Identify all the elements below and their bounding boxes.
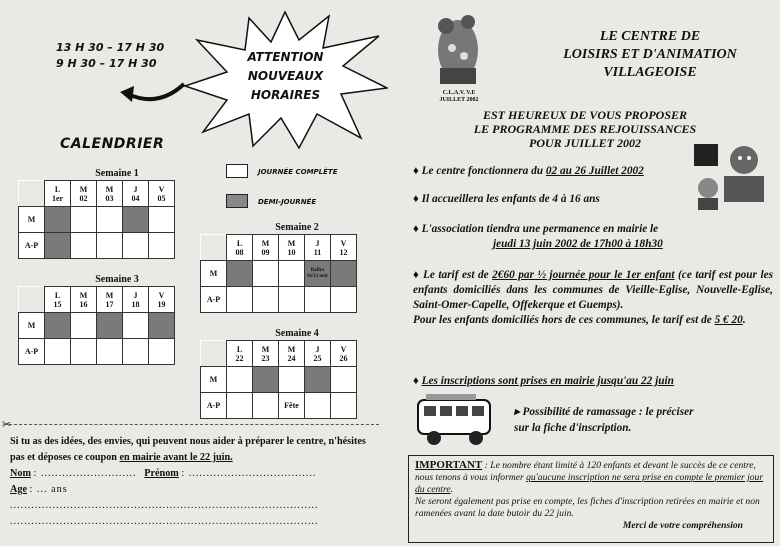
info-price-outside-value: 5 € 20 bbox=[714, 314, 743, 326]
day-header bbox=[123, 287, 149, 313]
row-label-afternoon: A-P bbox=[201, 393, 227, 419]
age-field[interactable]: : ... ans bbox=[29, 484, 68, 495]
important-text-a: : Le nombre étant limité à 120 enfants et devant le succès de ce centre, nous tenons à vous informer bbox=[415, 460, 756, 483]
day-header bbox=[253, 235, 279, 261]
info-registration-text: Les inscriptions sont prises en mairie jusqu'au 22 juin bbox=[421, 375, 674, 387]
day-number: 12 bbox=[339, 247, 348, 257]
bus-icon bbox=[414, 392, 498, 448]
week-4-table bbox=[200, 340, 357, 419]
title-line-2: LOISIRS ET D'ANIMATION bbox=[563, 47, 737, 62]
intro-line-1: EST HEUREUX DE VOUS PROPOSER bbox=[482, 108, 688, 122]
afternoon-slot bbox=[253, 287, 279, 313]
age-label: Age bbox=[10, 484, 27, 495]
afternoon-slot bbox=[227, 393, 253, 419]
logo-caption bbox=[424, 90, 494, 104]
attention-line-2: NOUVEAUX bbox=[247, 69, 324, 83]
day-number: 24 bbox=[287, 353, 296, 363]
morning-slot bbox=[331, 367, 357, 393]
table-corner bbox=[201, 341, 227, 367]
row-label-morning: M bbox=[19, 207, 45, 233]
logo-caption-org: C.L.A.V. V.E bbox=[442, 90, 476, 96]
afternoon-slot bbox=[123, 233, 149, 259]
day-letter: M bbox=[287, 238, 296, 248]
table-corner bbox=[201, 235, 227, 261]
row-label-afternoon: A-P bbox=[19, 339, 45, 365]
day-header bbox=[279, 235, 305, 261]
day-letter: L bbox=[236, 344, 243, 354]
day-number: 03 bbox=[105, 193, 114, 203]
coupon-age-line bbox=[10, 482, 380, 498]
day-number: 25 bbox=[313, 353, 322, 363]
day-letter: M bbox=[105, 184, 114, 194]
day-number: 08 bbox=[235, 247, 244, 257]
legend-half-day-label: DEMI-JOURNÉE bbox=[258, 198, 317, 206]
intro-line-3: POUR JUILLET 2002 bbox=[529, 136, 641, 150]
day-letter: M bbox=[261, 238, 270, 248]
morning-slot bbox=[97, 313, 123, 339]
week-2-label: Semaine 2 bbox=[275, 222, 319, 233]
afternoon-slot bbox=[253, 393, 279, 419]
day-number: 26 bbox=[339, 353, 348, 363]
day-number: 11 bbox=[313, 247, 322, 257]
week-1-table bbox=[18, 180, 175, 259]
afternoon-slot bbox=[227, 287, 253, 313]
calendar-title: CALENDRIER bbox=[60, 136, 165, 152]
day-header bbox=[149, 287, 175, 313]
row-label-afternoon: A-P bbox=[19, 233, 45, 259]
row-label-morning: M bbox=[201, 261, 227, 287]
morning-slot bbox=[149, 207, 175, 233]
legend-half-day-swatch bbox=[226, 194, 248, 208]
row-label-afternoon: A-P bbox=[201, 287, 227, 313]
week-4-label: Semaine 4 bbox=[275, 328, 319, 339]
logo-caption-date: JUILLET 2002 bbox=[439, 97, 479, 103]
day-header bbox=[97, 287, 123, 313]
important-label: IMPORTANT bbox=[415, 459, 483, 471]
name-label: Nom bbox=[10, 468, 31, 479]
coupon-deadline: en mairie avant le 22 juin. bbox=[119, 452, 233, 463]
hours-afternoon: 13 H 30 – 17 H 30 bbox=[56, 41, 165, 54]
week-2-table bbox=[200, 234, 357, 313]
day-letter: J bbox=[133, 290, 138, 300]
day-letter: J bbox=[315, 344, 320, 354]
day-number: 19 bbox=[157, 299, 166, 309]
day-header bbox=[227, 341, 253, 367]
morning-slot bbox=[123, 207, 149, 233]
curved-arrow-icon bbox=[118, 78, 188, 108]
info-price-detail: (ce tarif est pour les enfants domiciliés dans les communes de Vieille-Eglise, Nouvelle-Eglise, Saint-Omer-Capelle, Offekerque et Guemps). bbox=[413, 269, 774, 311]
pickup-line-1: ▸ Possibilité de ramassage : le préciser bbox=[514, 406, 694, 418]
afternoon-slot bbox=[331, 287, 357, 313]
day-number: 22 bbox=[235, 353, 244, 363]
day-letter: J bbox=[315, 238, 320, 248]
table-corner bbox=[19, 287, 45, 313]
afternoon-slot bbox=[331, 393, 357, 419]
info-permanence-text: L'association tiendra une permanence en mairie le bbox=[421, 223, 659, 235]
day-number: 17 bbox=[105, 299, 114, 309]
name-field[interactable]: : ........................... bbox=[33, 468, 137, 479]
day-letter: M bbox=[79, 184, 88, 194]
afternoon-slot bbox=[305, 287, 331, 313]
row-label-morning: M bbox=[19, 313, 45, 339]
day-letter: M bbox=[105, 290, 114, 300]
afternoon-slot bbox=[71, 233, 97, 259]
intro-line-2: LE PROGRAMME DES REJOUISSANCES bbox=[473, 122, 697, 136]
scissors-icon: ✂ bbox=[2, 419, 12, 431]
coupon-divider bbox=[4, 424, 379, 425]
morning-slot bbox=[71, 313, 97, 339]
week-3-label: Semaine 3 bbox=[95, 274, 139, 285]
info-item-price: ♦ Le tarif est de 2€60 par ½ journée pour le 1er enfant (ce tarif est pour les enfants domiciliés dans les communes de Vieille-Eglise, Nouvelle-Eglise, Saint-Omer-Capelle, Offekerque et Guemps). Pour les enfants domiciliés hors de ces communes, le tarif est de 5 € 20. bbox=[413, 269, 774, 326]
firstname-label: Prénom bbox=[144, 468, 179, 479]
coupon bbox=[10, 434, 380, 530]
important-thanks: Merci de votre compréhension bbox=[622, 520, 743, 531]
info-price-text: Le tarif est de bbox=[422, 269, 493, 281]
morning-slot bbox=[279, 367, 305, 393]
day-letter: V bbox=[158, 290, 165, 300]
day-number: 18 bbox=[131, 299, 140, 309]
day-header bbox=[123, 181, 149, 207]
hours-block bbox=[56, 40, 164, 72]
title-line-3: VILLAGEOISE bbox=[603, 65, 697, 80]
attention-line-3: HORAIRES bbox=[250, 88, 321, 102]
row-label-morning: M bbox=[201, 367, 227, 393]
morning-slot bbox=[227, 261, 253, 287]
morning-slot bbox=[253, 367, 279, 393]
day-header bbox=[97, 181, 123, 207]
day-letter: M bbox=[287, 344, 296, 354]
day-number: 15 bbox=[53, 299, 62, 309]
coupon-text-main: Si tu as des idées, des envies, qui peuvent nous aider à préparer le centre, n'hésites pas et déposes ce coupon bbox=[10, 436, 366, 463]
info-item-permanence: ♦ L'association tiendra une permanence en mairie le jeudi 13 juin 2002 de 17h00 à 18h30 bbox=[413, 223, 663, 250]
intro-heading bbox=[440, 108, 730, 150]
day-header bbox=[279, 341, 305, 367]
day-header bbox=[71, 181, 97, 207]
important-text-c: Ne seront également pas prise en compte, les fiches d'inscription retirées en mairie et non ramenées avant la date butoir du 22 juin. bbox=[415, 496, 760, 519]
morning-slot bbox=[253, 261, 279, 287]
morning-slot bbox=[45, 207, 71, 233]
morning-slot bbox=[97, 207, 123, 233]
afternoon-slot bbox=[71, 339, 97, 365]
day-number: 23 bbox=[261, 353, 270, 363]
day-letter: M bbox=[261, 344, 270, 354]
day-letter: V bbox=[340, 344, 347, 354]
week-3-table bbox=[18, 286, 175, 365]
info-ages-text: Il accueillera les enfants de 4 à 16 ans bbox=[421, 193, 600, 205]
day-header bbox=[45, 287, 71, 313]
title-line-1: LE CENTRE DE bbox=[599, 29, 701, 44]
afternoon-slot bbox=[123, 339, 149, 365]
legend-full-day-swatch bbox=[226, 164, 248, 178]
day-header bbox=[331, 341, 357, 367]
afternoon-slot: Fête bbox=[279, 393, 305, 419]
day-number: 05 bbox=[157, 193, 166, 203]
day-letter: J bbox=[133, 184, 138, 194]
legend-full-day-label: JOURNÉE COMPLÈTE bbox=[258, 168, 338, 176]
info-item-ages: ♦ Il accueillera les enfants de 4 à 16 ans bbox=[413, 193, 600, 205]
day-number: 02 bbox=[79, 193, 88, 203]
afternoon-slot bbox=[279, 287, 305, 313]
day-header bbox=[149, 181, 175, 207]
day-header bbox=[227, 235, 253, 261]
afternoon-slot bbox=[97, 233, 123, 259]
day-letter: V bbox=[340, 238, 347, 248]
pickup-line-2: sur la fiche d'inscription. bbox=[514, 422, 632, 434]
hours-morning: 9 H 30 – 17 H 30 bbox=[56, 57, 157, 70]
morning-slot bbox=[71, 207, 97, 233]
day-number: 1er bbox=[51, 193, 64, 203]
afternoon-slot bbox=[45, 233, 71, 259]
day-number: 10 bbox=[287, 247, 296, 257]
attention-line-1: ATTENTION bbox=[247, 50, 324, 64]
day-header bbox=[253, 341, 279, 367]
important-box: IMPORTANT : Le nombre étant limité à 120 enfants et devant le succès de ce centre, nous tenons à vous informer qu'aucune inscription ne sera prise en compte le premier jour du centre. Ne seront également pas prise en compte, les fiches d'inscription retirées en mairie et non ramenées avant la date butoir du 22 juin. Merci de votre compréhension bbox=[408, 455, 774, 543]
day-header bbox=[71, 287, 97, 313]
day-header bbox=[305, 341, 331, 367]
morning-slot bbox=[45, 313, 71, 339]
info-dates-text: Le centre fonctionnera du bbox=[421, 165, 546, 177]
info-price-value: 2€60 par ½ journée pour le 1er enfant bbox=[492, 269, 675, 281]
info-item-dates: ♦ Le centre fonctionnera du 02 au 26 Juillet 2002 bbox=[413, 165, 644, 177]
pickup-note bbox=[514, 404, 754, 436]
day-number: 09 bbox=[261, 247, 270, 257]
info-dates-value: 02 au 26 Juillet 2002 bbox=[545, 165, 644, 177]
afternoon-slot bbox=[149, 233, 175, 259]
coupon-text bbox=[10, 434, 380, 466]
morning-slot bbox=[331, 261, 357, 287]
coupon-blank-line-2[interactable]: ....................................................................................... bbox=[10, 516, 319, 527]
day-header bbox=[45, 181, 71, 207]
day-letter: L bbox=[54, 290, 61, 300]
table-corner bbox=[19, 181, 45, 207]
afternoon-slot bbox=[305, 393, 331, 419]
day-header bbox=[305, 235, 331, 261]
important-text-b: qu'aucune inscription ne sera prise en compte le premier jour du centre bbox=[415, 472, 764, 495]
info-permanence-date: jeudi 13 juin 2002 de 17h00 à 18h30 bbox=[493, 238, 663, 250]
pickup-line-1-text: Possibilité de ramassage : le préciser bbox=[522, 406, 694, 418]
morning-slot bbox=[227, 367, 253, 393]
day-letter: L bbox=[236, 238, 243, 248]
morning-slot: Rallye 16/12 noir bbox=[305, 261, 331, 287]
day-header bbox=[331, 235, 357, 261]
morning-slot bbox=[279, 261, 305, 287]
day-number: 04 bbox=[131, 193, 140, 203]
day-number: 16 bbox=[79, 299, 88, 309]
morning-slot bbox=[123, 313, 149, 339]
firstname-field[interactable]: : .................................... bbox=[181, 468, 317, 479]
info-item-registration: ♦ Les inscriptions sont prises en mairie jusqu'au 22 juin bbox=[413, 375, 674, 387]
coupon-name-line bbox=[10, 466, 380, 482]
morning-slot bbox=[149, 313, 175, 339]
week-1-label: Semaine 1 bbox=[95, 168, 139, 179]
day-letter: M bbox=[79, 290, 88, 300]
afternoon-slot bbox=[149, 339, 175, 365]
clav-logo-icon bbox=[432, 8, 484, 90]
info-price-outside: Pour les enfants domiciliés hors de ces communes, le tarif est de bbox=[413, 314, 715, 326]
coupon-blank-line-1[interactable]: ....................................................................................... bbox=[10, 500, 319, 511]
day-letter: V bbox=[158, 184, 165, 194]
attention-text bbox=[238, 48, 333, 105]
afternoon-slot bbox=[45, 339, 71, 365]
morning-slot bbox=[305, 367, 331, 393]
page-title bbox=[540, 28, 760, 82]
day-letter: L bbox=[54, 184, 61, 194]
afternoon-slot bbox=[97, 339, 123, 365]
